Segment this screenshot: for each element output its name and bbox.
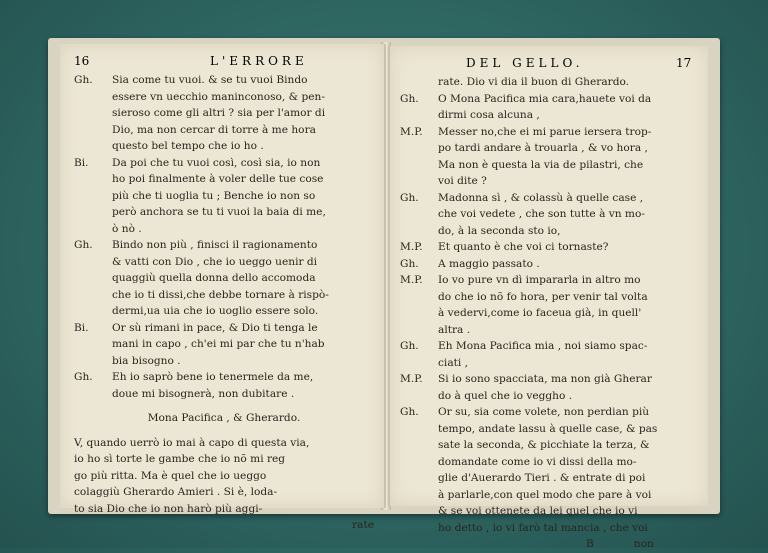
line-text: Ma non è questa la via de pilastri, che xyxy=(438,158,644,171)
dialogue-line xyxy=(400,239,700,256)
dialogue-line xyxy=(74,122,374,139)
dialogue-line xyxy=(400,289,700,306)
dialogue-line xyxy=(400,322,700,339)
dialogue-line xyxy=(400,437,700,454)
left-page-number: 16 xyxy=(74,54,90,68)
line-text: altra . xyxy=(438,323,471,336)
line-text: Madonna sì , & colassù à quelle case , xyxy=(438,191,644,204)
speaker-label: Gh. xyxy=(400,406,419,418)
line-text: doue mi bisognerà, non dubitare . xyxy=(112,387,295,400)
line-text: do che io nõ fo hora, per venir tal volta xyxy=(438,290,648,303)
line-text: à parlarle,con quel modo che pare à voi xyxy=(438,488,652,501)
line-text: & vatti con Dio , che io ueggo uenir di xyxy=(112,255,318,268)
dialogue-line xyxy=(74,353,374,370)
line-text: & se voi ottenete da lei quel che io vi xyxy=(438,505,638,517)
line-text: Sia come tu vuoi. & se tu vuoi Bindo xyxy=(112,74,308,86)
page-footer xyxy=(400,536,700,553)
line-text: voi dite ? xyxy=(438,175,487,187)
left-page xyxy=(60,44,386,531)
dialogue-line xyxy=(74,287,374,304)
dialogue-line xyxy=(400,256,700,273)
dialogue-line xyxy=(74,386,374,403)
dialogue-line xyxy=(400,371,700,388)
line-text: essere vn uecchio maninconoso, & pen- xyxy=(112,90,325,103)
speaker-label: Gh. xyxy=(74,74,93,86)
line-text: O Mona Pacifica mia cara,hauete voi da xyxy=(438,92,652,105)
line-text: Da poi che tu vuoi così, così sia, io non xyxy=(112,156,321,169)
scene-heading: Mona Pacifica , & Gherardo. xyxy=(147,412,301,424)
dialogue-line xyxy=(74,270,374,287)
line-text: più che ti uoglia tu ; Benche io non so xyxy=(112,189,316,202)
line-text: Messer no,che ei mi parue iersera trop- xyxy=(438,125,652,138)
line-text: mani in capo , ch'ei mi par che tu n'hab xyxy=(112,338,325,350)
line-text: Or sù rimani in pace, & Dio ti tenga le xyxy=(112,321,318,334)
dialogue-line xyxy=(400,223,700,240)
line-text: A maggio passato . xyxy=(438,257,540,270)
line-text: questo bel tempo che io ho . xyxy=(112,140,264,152)
line-text: ho poi finalmente à voler delle tue cose xyxy=(112,173,324,185)
line-text: do à quel che io veggho . xyxy=(438,389,573,402)
line-text: glie d'Auerardo Tieri . & entrate di poi xyxy=(438,472,646,484)
speaker-label: Bi. xyxy=(74,156,89,169)
dialogue-line xyxy=(400,454,700,471)
dialogue-line xyxy=(400,190,700,207)
dialogue-line: colaggiù Gherardo Amieri . Si è, loda- xyxy=(74,486,278,498)
line-text: domandate come io vi dissi della mo- xyxy=(438,455,637,468)
line-text: Et quanto è che voi ci tornaste? xyxy=(438,241,609,253)
catchword: non xyxy=(633,538,654,550)
line-text: Eh io saprò bene io tenermele da me, xyxy=(112,371,314,383)
right-running-title: DEL GELLO. xyxy=(466,56,584,70)
line-text: Io vo pure vn dì impararla in altro mo xyxy=(438,274,641,286)
dialogue-line xyxy=(74,105,374,122)
speaker-label: Gh. xyxy=(400,191,419,204)
dialogue-line xyxy=(400,272,700,289)
line-text: dermi,ua uia che io uoglio essere solo. xyxy=(112,305,319,317)
line-text: rate. Dio vi dia il buon di Gherardo. xyxy=(438,76,630,88)
right-page xyxy=(388,46,708,550)
dialogue-line: go più ritta. Ma è quel che io ueggo xyxy=(74,469,267,482)
left-running-title: L'ERRORE xyxy=(210,54,308,68)
dialogue-line xyxy=(74,369,374,386)
right-page-text xyxy=(400,74,700,553)
dialogue-line xyxy=(74,336,374,353)
dialogue-line xyxy=(400,140,700,157)
line-text: che io ti dissi,che debbe tornare à rispò- xyxy=(112,288,329,301)
line-text: Si io sono spacciata, ma non già Gherar xyxy=(438,373,652,385)
dialogue-line xyxy=(400,338,700,355)
line-text: ho detto , io vi farò tal mancia , che voi xyxy=(438,521,648,534)
dialogue-line xyxy=(74,188,374,205)
dialogue-line xyxy=(74,221,374,238)
line-text: do, à la seconda sto io, xyxy=(438,224,561,237)
dialogue-line xyxy=(400,404,700,421)
dialogue-line xyxy=(74,72,374,89)
dialogue-line xyxy=(400,305,700,322)
dialogue-line: to sia Dio che io non harò più aggi- xyxy=(74,502,263,515)
signature-mark: B xyxy=(586,538,594,550)
dialogue-line xyxy=(74,138,374,155)
dialogue-line: V, quando uerrò io mai à capo di questa via, xyxy=(74,436,310,449)
speaker-label: M.P. xyxy=(400,274,423,286)
speaker-label: Gh. xyxy=(400,257,419,270)
line-text: à vedervi,come io faceua già, in quell' xyxy=(438,307,642,319)
dialogue-line xyxy=(400,124,700,141)
dialogue-line xyxy=(400,157,700,174)
dialogue-line xyxy=(400,520,700,537)
line-text: sieroso come gli altri ? sia per l'amor di xyxy=(112,107,326,119)
dialogue-line xyxy=(74,204,374,221)
speaker-label: Gh. xyxy=(74,371,93,383)
line-text: ò nò . xyxy=(112,222,142,235)
dialogue-line xyxy=(74,303,374,320)
line-text: quaggiù quella donna dello accomoda xyxy=(112,272,316,284)
dialogue-line xyxy=(400,388,700,405)
speaker-label: Gh. xyxy=(74,239,93,251)
left-page-text xyxy=(74,72,374,534)
right-page-number: 17 xyxy=(676,56,692,70)
open-book xyxy=(48,38,720,550)
dialogue-line xyxy=(400,91,700,108)
line-text: però anchora se tu ti vuoi la baia di me, xyxy=(112,206,326,218)
line-text: Dio, ma non cercar di torre à me hora xyxy=(112,123,316,136)
line-text: tempo, andate lassu à quelle case, & pas xyxy=(438,422,658,435)
line-text: po tardi andare à trouarla , & vo hora , xyxy=(438,142,648,154)
speaker-label: M.P. xyxy=(400,125,423,138)
speaker-label: Bi. xyxy=(74,321,89,334)
line-text: Eh Mona Pacifica mia , noi siamo spac- xyxy=(438,340,648,352)
dialogue-line xyxy=(400,421,700,438)
speaker-label: M.P. xyxy=(400,373,423,385)
line-text: Bindo non più , finisci il ragionamento xyxy=(112,239,318,251)
dialogue-line xyxy=(400,470,700,487)
dialogue-line xyxy=(74,155,374,172)
speaker-label: M.P. xyxy=(400,241,423,253)
dialogue-line xyxy=(74,171,374,188)
dialogue-line xyxy=(400,355,700,372)
catchword: rate xyxy=(352,519,374,531)
dialogue-line xyxy=(74,89,374,106)
dialogue-line xyxy=(400,487,700,504)
dialogue-line xyxy=(74,320,374,337)
dialogue-line xyxy=(74,237,374,254)
dialogue-line xyxy=(400,107,700,124)
line-text: bia bisogno . xyxy=(112,354,181,367)
line-text: dirmi cosa alcuna , xyxy=(438,109,540,121)
dialogue-line xyxy=(74,254,374,271)
line-text: ciati , xyxy=(438,356,469,369)
dialogue-line xyxy=(400,503,700,520)
dialogue-line: io ho sì torte le gambe che io nõ mi reg xyxy=(74,453,286,465)
line-text: Or su, sia come volete, non perdian più xyxy=(438,406,650,418)
line-text: sate la seconda, & picchiate la terza, & xyxy=(438,439,650,451)
dialogue-line xyxy=(400,74,700,91)
dialogue-line xyxy=(400,173,700,190)
line-text: che voi vedete , che son tutte à vn mo- xyxy=(438,208,645,220)
speaker-label: Gh. xyxy=(400,92,419,105)
speaker-label: Gh. xyxy=(400,340,419,352)
dialogue-line xyxy=(400,206,700,223)
